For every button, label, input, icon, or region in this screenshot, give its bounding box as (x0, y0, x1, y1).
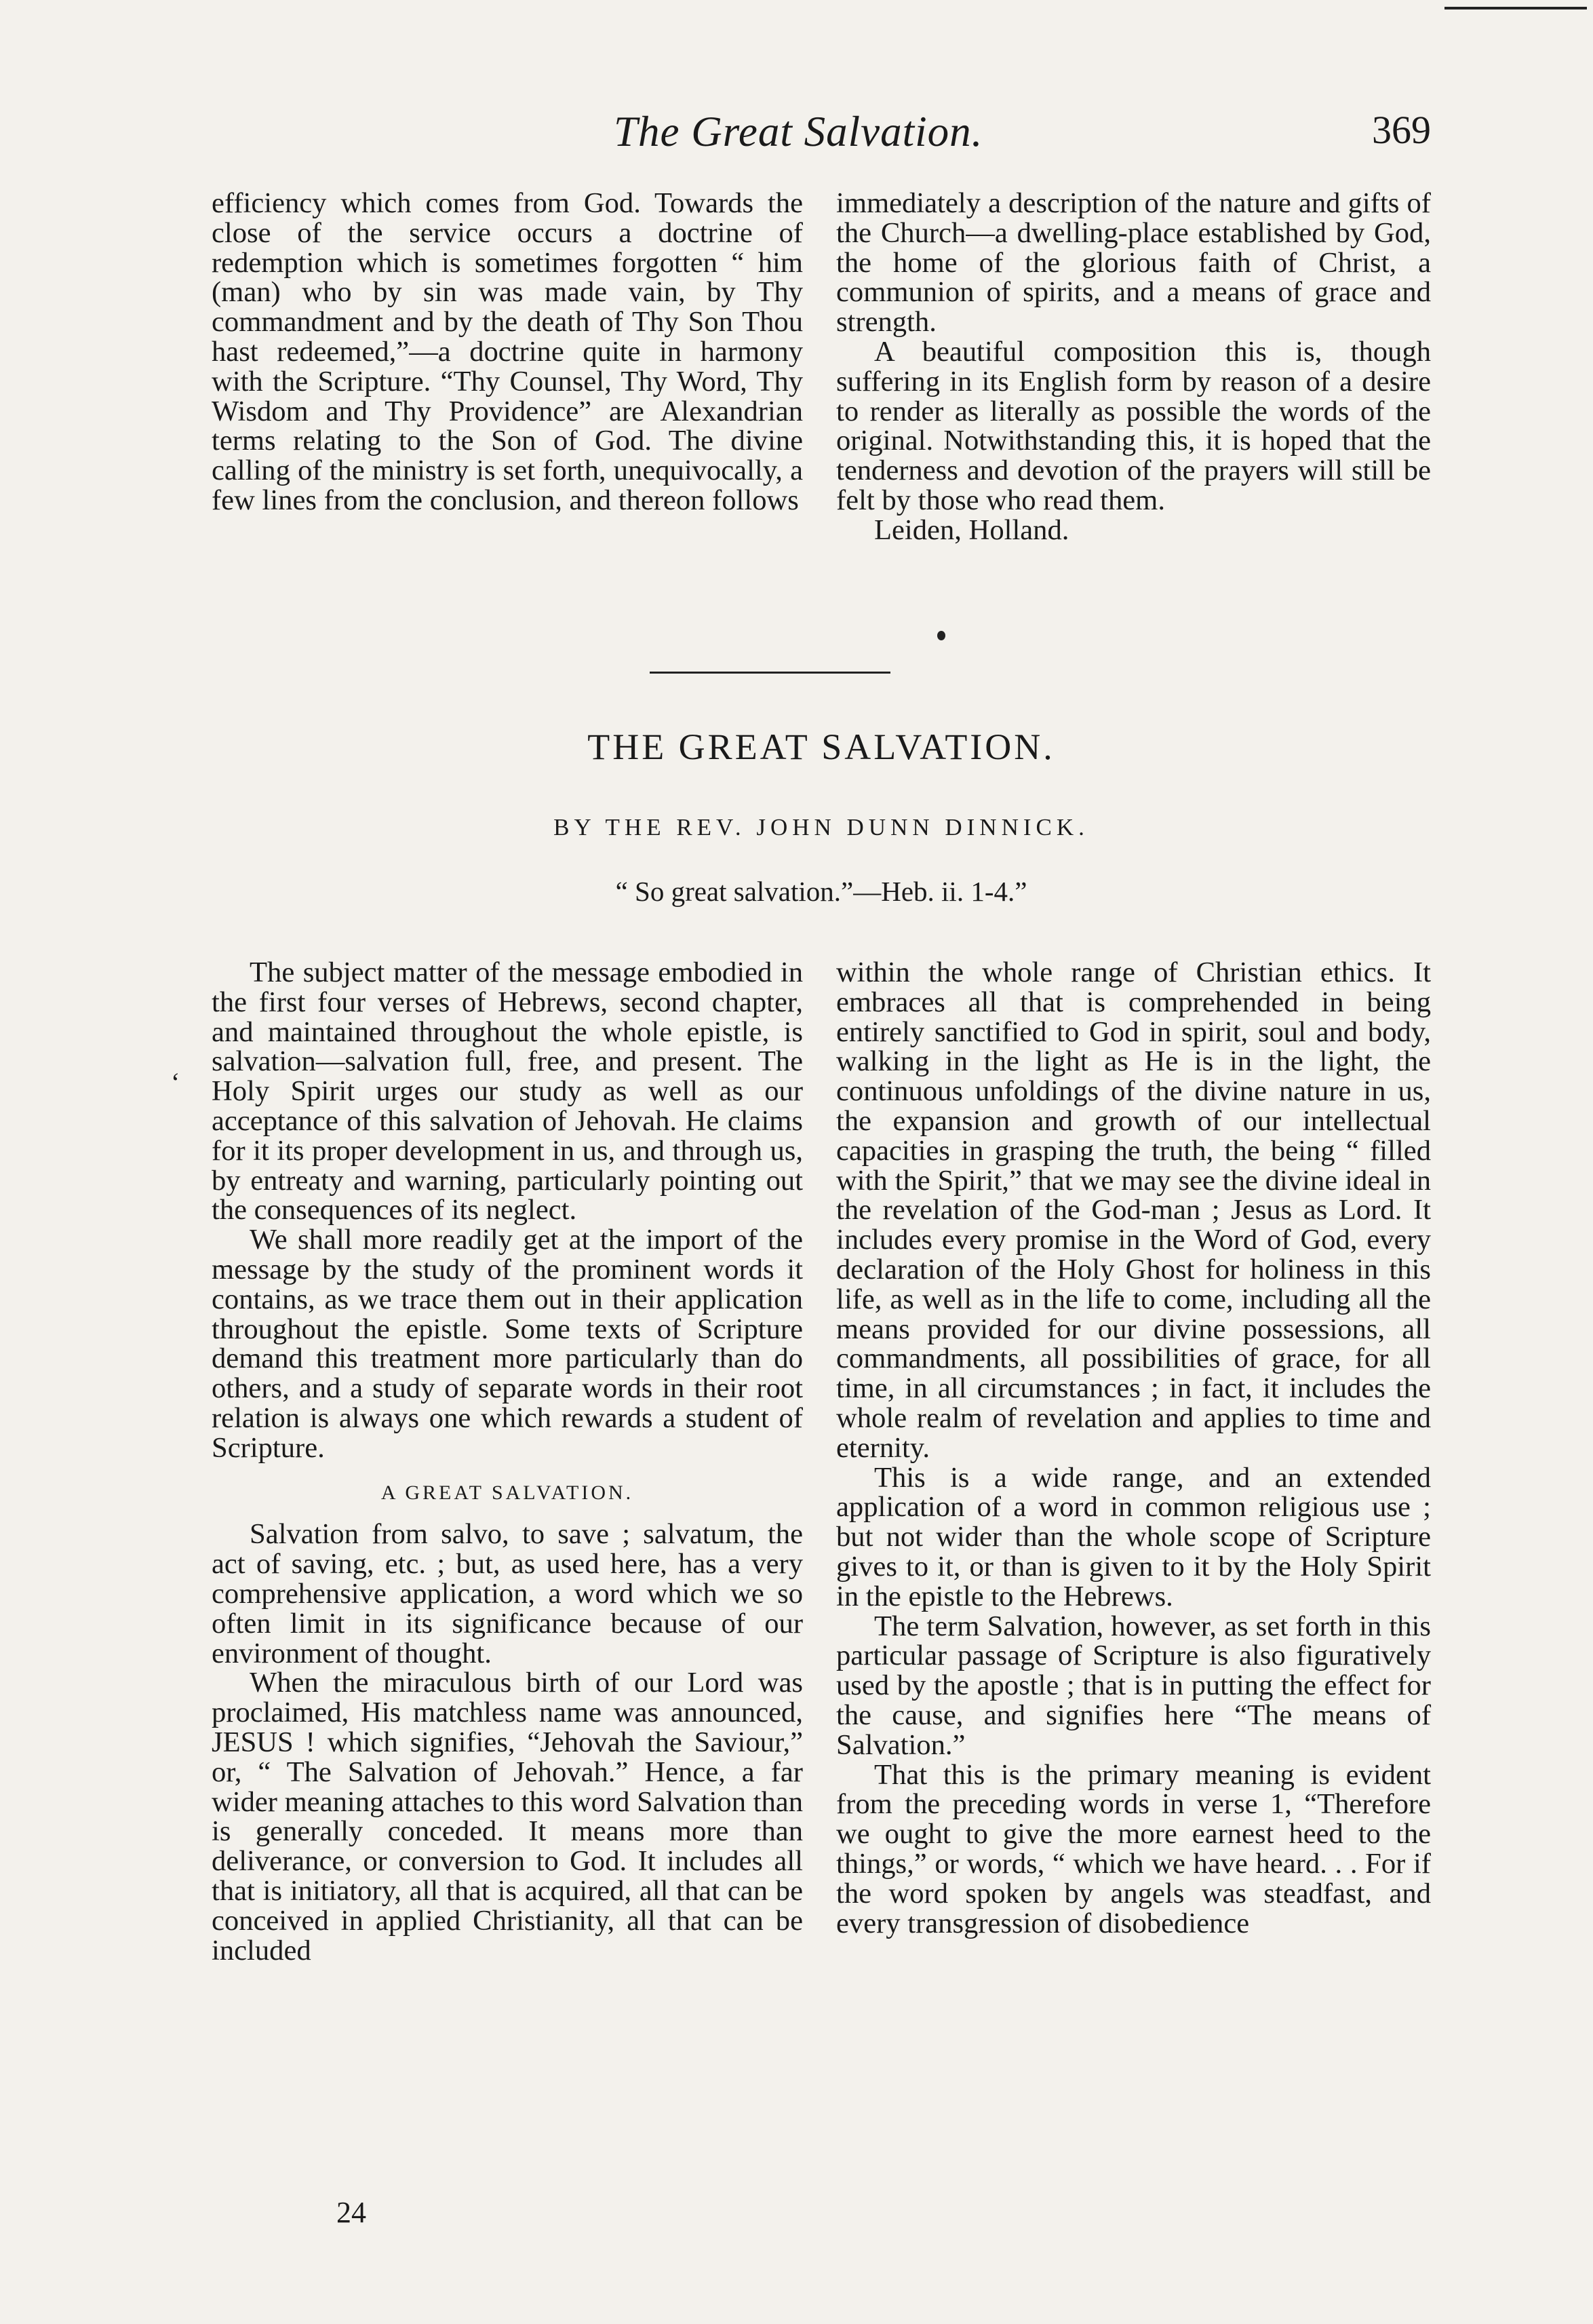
epigraph: “ So great salvation.”—Heb. ii. 1-4.” (615, 876, 1027, 907)
paragraph: immediately a description of the nature and gifts of the Church—a dwelling-place established by God, the home of the glorious faith of Christ, a communion of spirits, and a means of grace and strength. (836, 187, 1431, 338)
paragraph: That this is the primary meaning is evident from the preceding words in verse 1, “Therefore we ought to give the more earnest heed to the things,” or words, “ which we have heard. . . For if the word spoken by angels was steadfast, and every transgression of disobedience (836, 1758, 1431, 1939)
article-title: THE GREAT SALVATION. (587, 727, 1055, 767)
paragraph: This is a wide range, and an extended application of a word in common religious use ; but not wider than the whole scope of Scripture gives to it, or than is given to it by the Holy Spirit in the epistle to the Hebrews. (836, 1461, 1431, 1612)
paragraph: The term Salvation, however, as set forth in this particular passage of Scripture is also figuratively used by the apostle ; that is in putting the effect for the cause, and signifies here “The means of Salvation.” (836, 1610, 1431, 1761)
paragraph: We shall more readily get at the import of the message by the study of the prominent words it contains, as we trace them out in their application throughout the epistle. Some texts of Scripture demand this treatment more particularly than do others, and a study of separate words in their root relation is always one which rewards a student of Scripture. (212, 1224, 803, 1464)
margin-mark: ‘ (171, 1067, 180, 1098)
section-heading: A GREAT SALVATION. (380, 1481, 634, 1504)
paragraph: The subject matter of the message embodied in the first four verses of Hebrews, second chapter, and maintained throughout the whole epistle, is salvation—salvation full, free, and present. The Holy Spirit urges our study as well as our acceptance of this salvation of Jehovah. He claims for it its proper development in us, and through us, by entreaty and warning, particularly pointing out the consequences of its neglect. (212, 956, 803, 1226)
bullet-ornament (937, 631, 945, 640)
paragraph: within the whole range of Christian ethics. It embraces all that is comprehended in being entirely sanctified to God in spirit, soul and body, walking in the light as He is in the light, the continuous unfoldings of the divine nature in us, the expansion and growth of our intellectual capacities in grasping the truth, the being “ filled with the Spirit,” that we may see the divine ideal in the revelation of the God-man ; Jesus as Lord. It includes every promise in the Word of God, every declaration of the Holy Ghost for holiness in this life, as well as in the life to come, including all the means provided for our divine possessions, all commandments, all possibilities of grace, for all time, in all circumstances ; in fact, it includes the whole realm of revelation and applies to time and eternity. (836, 956, 1431, 1464)
byline: BY THE REV. JOHN DUNN DINNICK. (553, 814, 1089, 840)
top-article-left-column (212, 189, 803, 516)
article-left-column (212, 958, 803, 1965)
paragraph: efficiency which comes from God. Towards the close of the service occurs a doctrine of redemption which is sometimes forgotten “ him (man) who by sin was made vain, by Thy commandment and by the death of Thy Son Thou hast redeemed,”—a doctrine quite in harmony with the Scripture. “Thy Counsel, Thy Word, Thy Wisdom and Thy Providence” are Alexandrian terms relating to the Son of God. The divine calling of the ministry is set forth, unequivocally, a few lines from the conclusion, and thereon follows (212, 187, 803, 516)
top-article-right-column (836, 189, 1431, 545)
signature-mark: 24 (336, 2196, 366, 2229)
running-header (614, 107, 1431, 175)
running-title: The Great Salvation. (614, 108, 983, 155)
paragraph: A beautiful composition this is, though suffering in its English form by reason of a desire to render as literally as possible the words of the original. Notwithstanding this, it is hoped that the tenderness and devotion of the prayers will still be felt by those who read them. (836, 335, 1431, 516)
section-rule (650, 672, 890, 674)
paragraph: Salvation from salvo, to save ; salvatum, the act of saving, etc. ; but, as used here, has a very comprehensive application, a word which we so often limit in its significance because of our environment of thought. (212, 1518, 803, 1669)
page-number: 369 (1372, 108, 1431, 152)
sign-off: Leiden, Holland. (874, 514, 1069, 546)
article-right-column (836, 958, 1431, 1938)
paragraph: When the miraculous birth of our Lord was proclaimed, His matchless name was announced, JESUS ! which signifies, “Jehovah the Saviour,” or, “ The Salvation of Jehovah.” Hence, a far wider meaning attaches to this word Salvation than is generally conceded. It means more than deliverance, or conversion to God. It includes all that is initiatory, all that is acquired, all that can be conceived in applied Christianity, all that can be included (212, 1667, 803, 1967)
corner-rule (1444, 7, 1587, 9)
